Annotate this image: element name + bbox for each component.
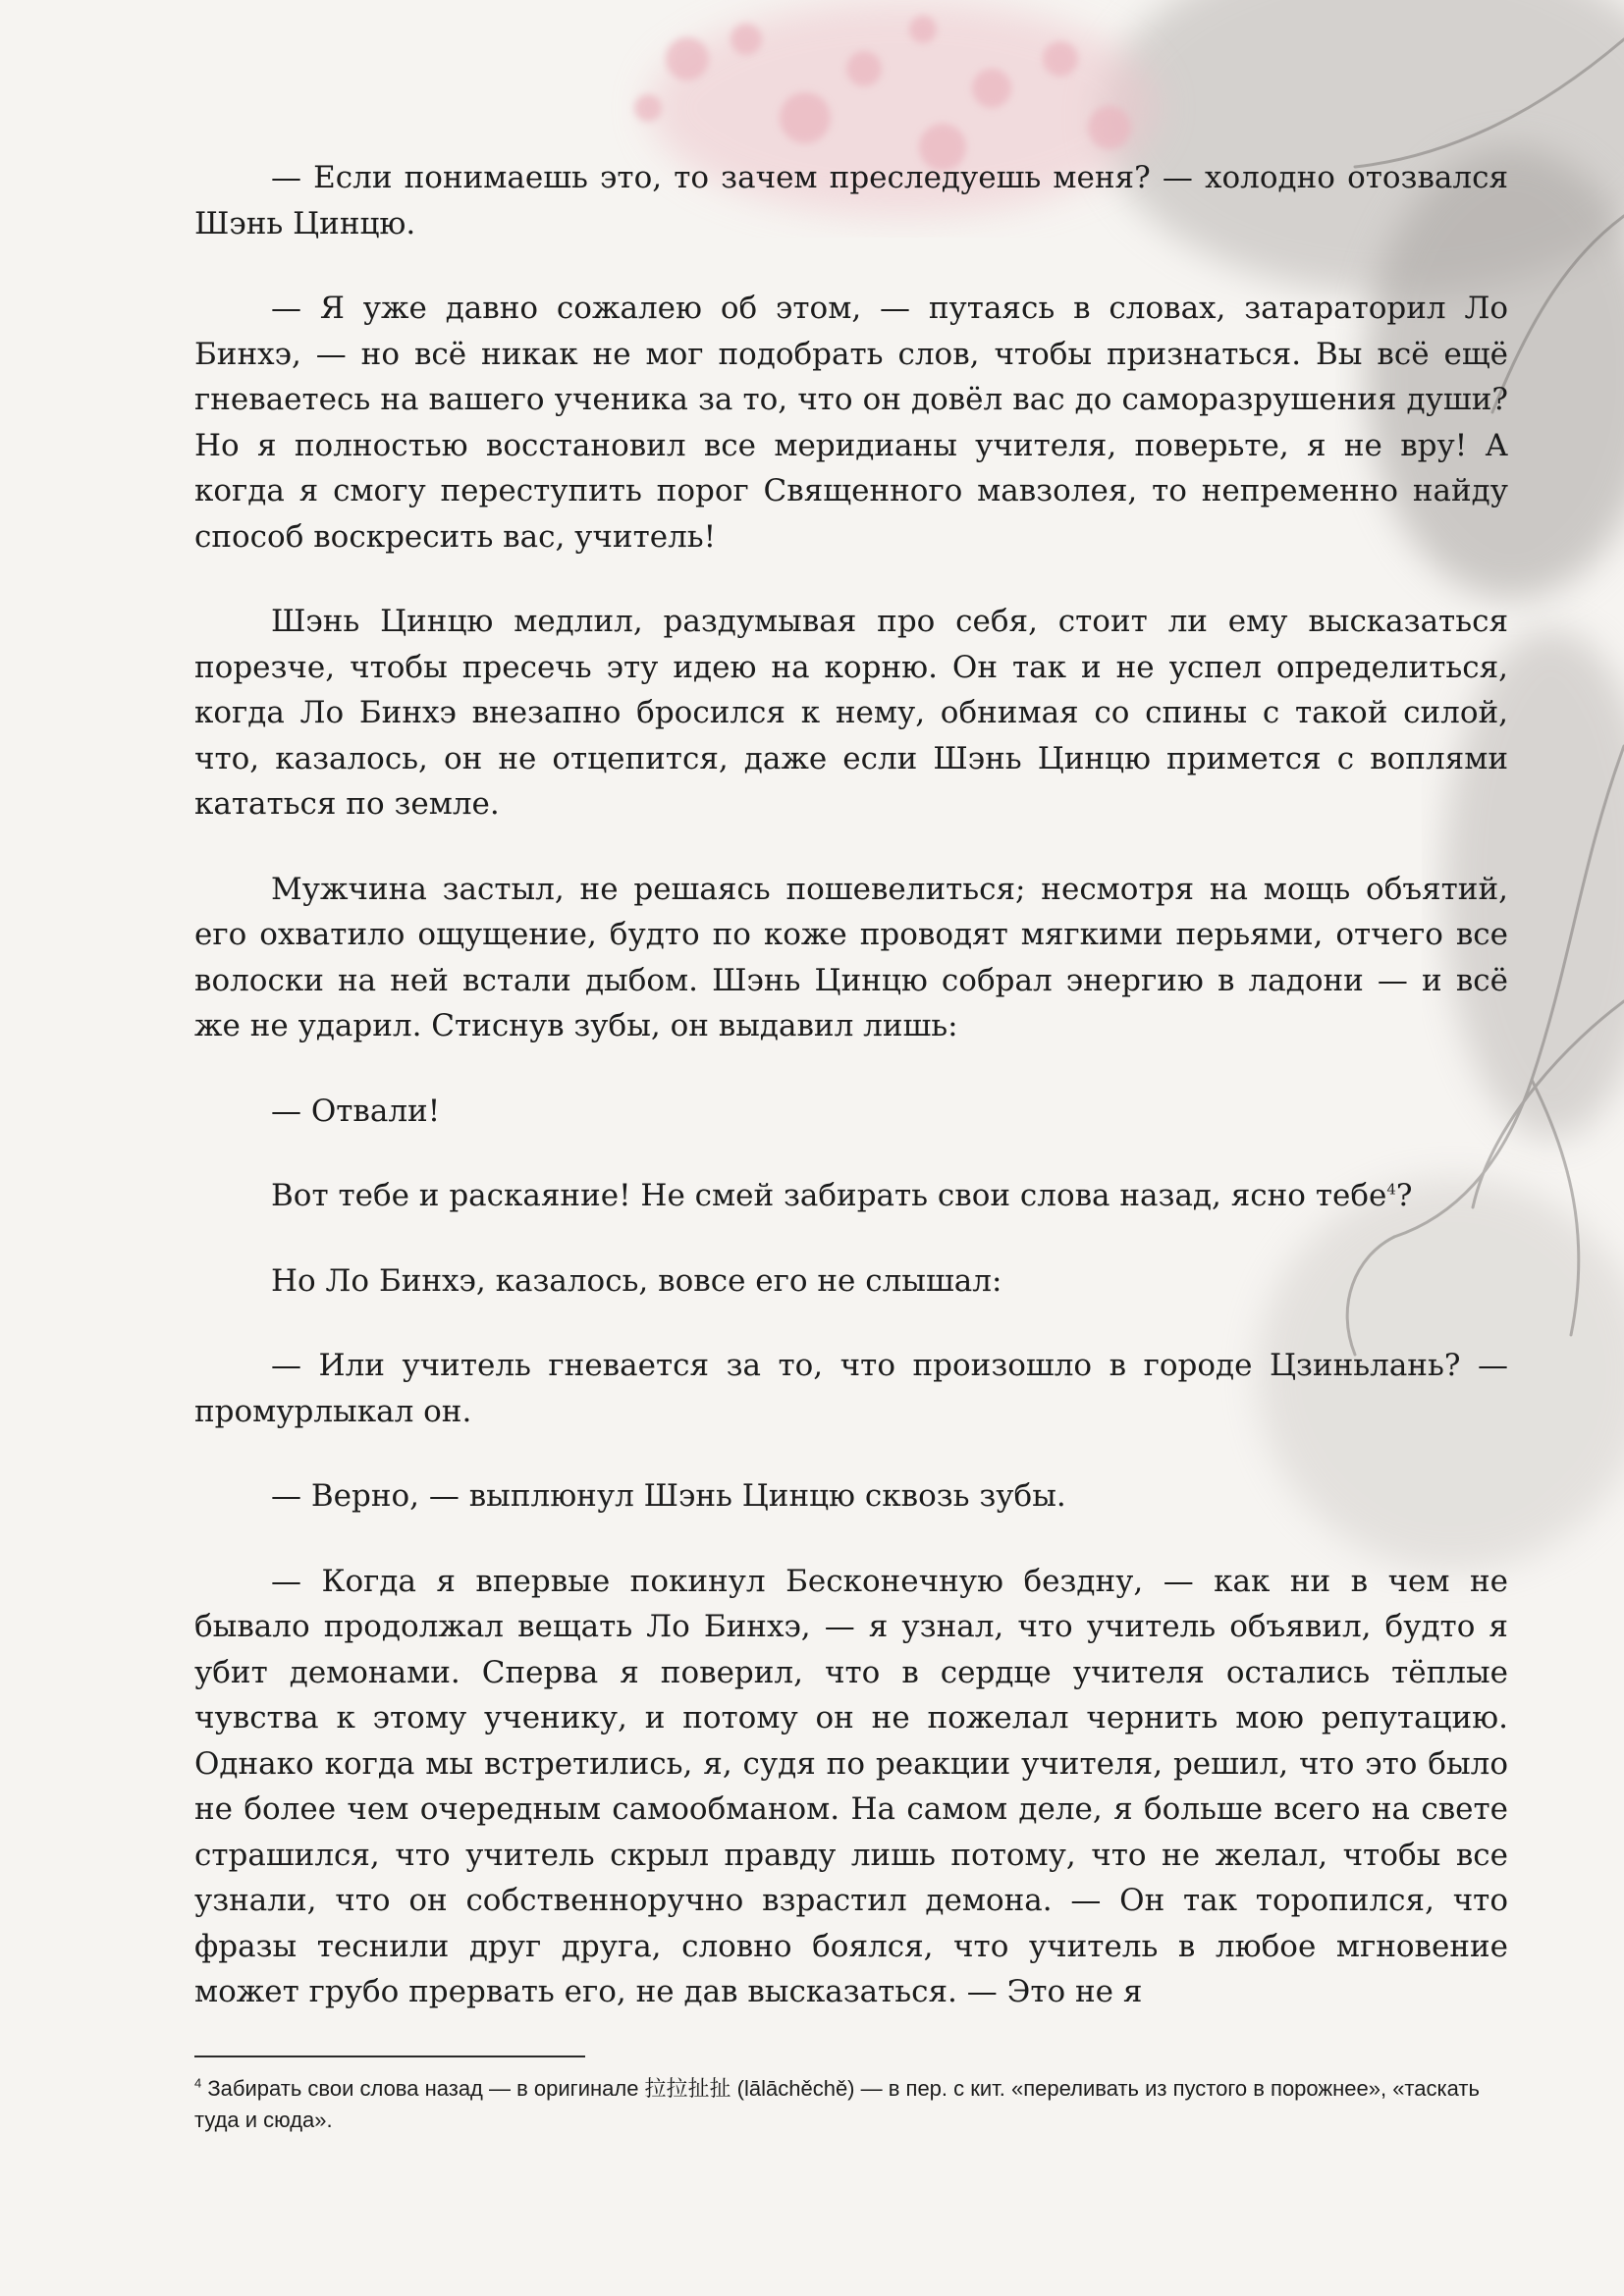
- body-text: [194, 155, 1508, 2055]
- paragraph-6: [194, 1173, 1508, 1219]
- footnote-reference[interactable]: 4: [1386, 1180, 1396, 1199]
- paragraph-5: — Отвали!: [271, 1093, 441, 1129]
- paragraph-7: Но Ло Бинхэ, казалось, вовсе его не слышал:: [271, 1262, 1002, 1299]
- paragraph-3: Шэнь Цинцю медлил, раздумывая про себя, стоит ли ему высказаться порезче, чтобы пресечь эту идею на корню. Он так и не успел определиться, когда Ло Бинхэ внезапно бросился к нему, обнимая со спины с такой силой, что, казалось, он не отцепится, даже если Шэнь Цинцю примется с воплями кататься по земле.: [194, 604, 1508, 822]
- footnote-text: Забирать свои слова назад — в оригинале 拉拉扯扯 (lālāchěchě) — в пер. с кит. «переливать из пустого в порожнее», «таскать туда и сюда».: [194, 2076, 1480, 2132]
- paragraph-6-text: Вот тебе и раскаяние! Не смей забирать свои слова назад, ясно тебе: [271, 1178, 1387, 1213]
- paragraph-4: Мужчина застыл, не решаясь пошевелиться; несмотря на мощь объятий, его охватило ощущение, будто по коже проводят мягкими перьями, отчего все волоски на ней встали дыбом. Шэнь Цинцю собрал энергию в ладони — и всё же не ударил. Стиснув зубы, он выдавил лишь:: [194, 871, 1508, 1043]
- footnote-divider: [194, 2056, 585, 2057]
- footnote: [194, 2073, 1490, 2136]
- paragraph-8: — Или учитель гневается за то, что произошло в городе Цзиньлань? — промурлыкал он.: [194, 1348, 1508, 1429]
- paragraph-9: — Верно, — выплюнул Шэнь Цинцю сквозь зубы.: [271, 1478, 1066, 1514]
- footnote-marker: 4: [194, 2075, 202, 2091]
- paragraph-2: — Я уже давно сожалею об этом, — путаясь в словах, затараторил Ло Бинхэ, — но всё никак не мог подобрать слов, чтобы признаться. Вы всё ещё гневаетесь на вашего ученика за то, что он довёл вас до саморазрушения души? Но я полностью восстановил все меридианы учителя, поверьте, я не вру! А когда я смогу переступить порог Священного мавзолея, то непременно найду способ воскресить вас, учитель!: [194, 291, 1508, 555]
- paragraph-6-end: ?: [1395, 1178, 1413, 1213]
- paragraph-1: — Если понимаешь это, то зачем преследуешь меня? — холодно отозвался Шэнь Цинцю.: [194, 160, 1508, 241]
- paragraph-10: — Когда я впервые покинул Бесконечную бездну, — как ни в чем не бывало продолжал вещать Ло Бинхэ, — я узнал, что учитель объявил, будто я убит демонами. Сперва я поверил, что в сердце учителя остались тёплые чувства к этому ученику, и потому он не пожелал чернить мою репутацию. Однако когда мы встретились, я, судя по реакции учителя, решил, что это было не более чем очередным самообманом. На самом деле, я больше всего на свете страшился, что учитель скрыл правду лишь потому, что не желал, чтобы все узнали, что он собственноручно взрастил демона. — Он так торопился, что фразы теснили друг друга, словно боялся, что учитель в любое мгновение может грубо прервать его, не дав высказаться. — Это не я: [194, 1563, 1508, 2009]
